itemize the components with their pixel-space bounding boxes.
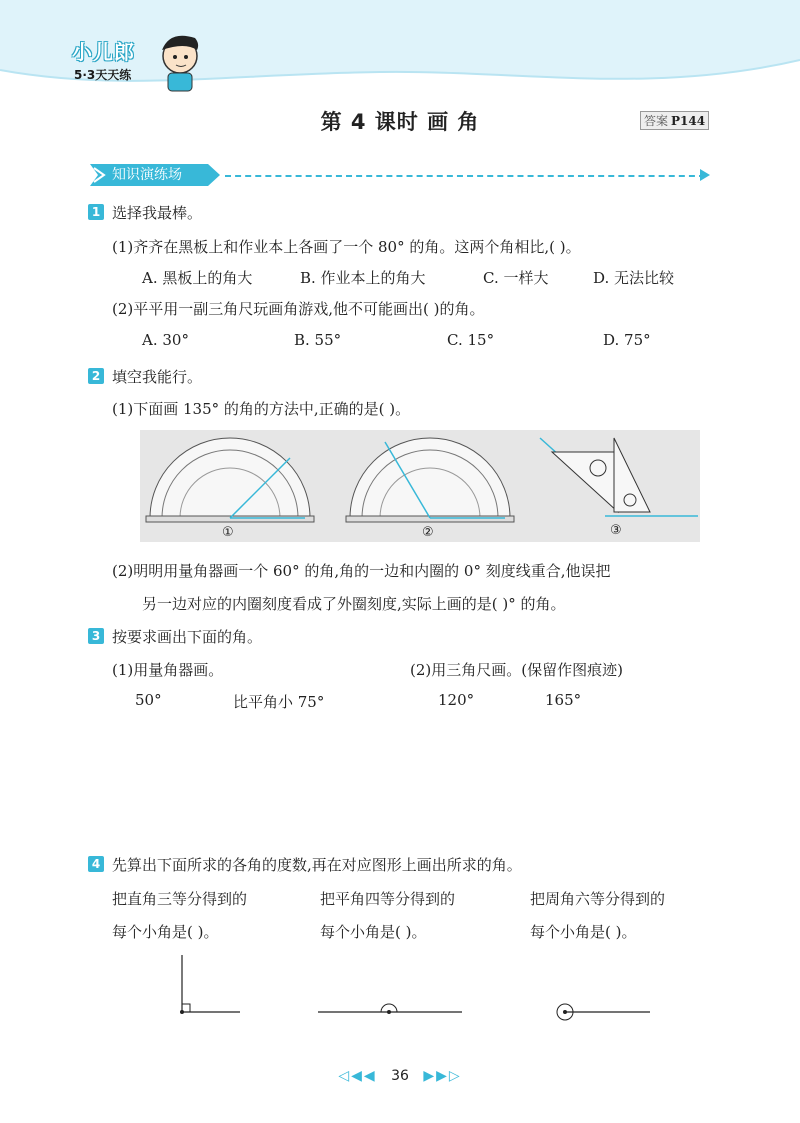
option[interactable]: B. 作业本上的角大 <box>300 269 426 287</box>
section-label: 知识演练场 <box>112 167 182 183</box>
question-text: 把直角三等分得到的 <box>112 890 248 908</box>
next-arrows-icon: ▶▶▷ <box>423 1068 462 1084</box>
angle-item: 50° <box>135 691 162 709</box>
question-title: 填空我能行。 <box>112 368 203 386</box>
option[interactable]: C. 一样大 <box>483 269 549 287</box>
option[interactable]: D. 75° <box>603 331 651 349</box>
option[interactable]: A. 30° <box>142 331 189 349</box>
question-text: (2)明明用量角器画一个 60° 的角,角的一边和内圈的 0° 刻度线重合,他误把 <box>112 562 611 580</box>
question-number: 1 <box>88 204 104 220</box>
question-text: 把周角六等分得到的 <box>530 890 666 908</box>
question-text: (2)平平用一副三角尺玩画角游戏,他不可能画出( )的角。 <box>112 300 485 318</box>
question-text: 每个小角是( )。 <box>320 923 427 941</box>
page-footer <box>0 1068 800 1084</box>
question-title: 先算出下面所求的各角的度数,再在对应图形上画出所求的角。 <box>112 856 522 874</box>
question-text: 每个小角是( )。 <box>530 923 637 941</box>
page-title: 第 4 课时 画 角 <box>320 110 480 134</box>
option[interactable]: C. 15° <box>447 331 495 349</box>
prev-arrows-icon: ◁◀◀ <box>338 1068 377 1084</box>
brand-series: 5·3天天练 <box>74 68 132 82</box>
figure-label-2: ② <box>422 525 434 540</box>
question-number: 4 <box>88 856 104 872</box>
question-text: 把平角四等分得到的 <box>320 890 456 908</box>
option[interactable]: D. 无法比较 <box>593 269 675 287</box>
arrow-right-icon <box>700 169 710 181</box>
question-text: (1)齐齐在黑板上和作业本上各画了一个 80° 的角。这两个角相比,( )。 <box>112 238 581 256</box>
question-text: 另一边对应的内圈刻度看成了外圈刻度,实际上画的是( )° 的角。 <box>142 595 566 613</box>
protractor-figures <box>140 430 700 542</box>
question-text: 每个小角是( )。 <box>112 923 219 941</box>
angle-item: 比平角小 75° <box>233 693 325 711</box>
figure-label-3: ③ <box>610 523 622 538</box>
question-number: 3 <box>88 628 104 644</box>
page-number: 36 <box>391 1068 409 1084</box>
full-angle-figure <box>557 1004 650 1020</box>
question-text: (2)用三角尺画。(保留作图痕迹) <box>410 661 623 679</box>
section-divider <box>225 175 705 177</box>
option[interactable]: A. 黑板上的角大 <box>142 269 253 287</box>
mascot-icon <box>162 36 198 91</box>
angle-item: 120° <box>438 691 475 709</box>
straight-angle-figure <box>318 1004 462 1014</box>
answer-reference: 答案 P144 <box>640 111 709 130</box>
angle-figures <box>170 950 670 1030</box>
figure-label-1: ① <box>222 525 234 540</box>
question-text: (1)用量角器画。 <box>112 661 224 679</box>
option[interactable]: B. 55° <box>294 331 342 349</box>
right-angle-figure <box>180 955 240 1014</box>
question-title: 按要求画出下面的角。 <box>112 628 263 646</box>
question-text: (1)下面画 135° 的角的方法中,正确的是( )。 <box>112 400 411 418</box>
question-title: 选择我最棒。 <box>112 204 203 222</box>
question-number: 2 <box>88 368 104 384</box>
brand-name: 小儿郎 <box>72 40 135 64</box>
angle-item: 165° <box>545 691 582 709</box>
